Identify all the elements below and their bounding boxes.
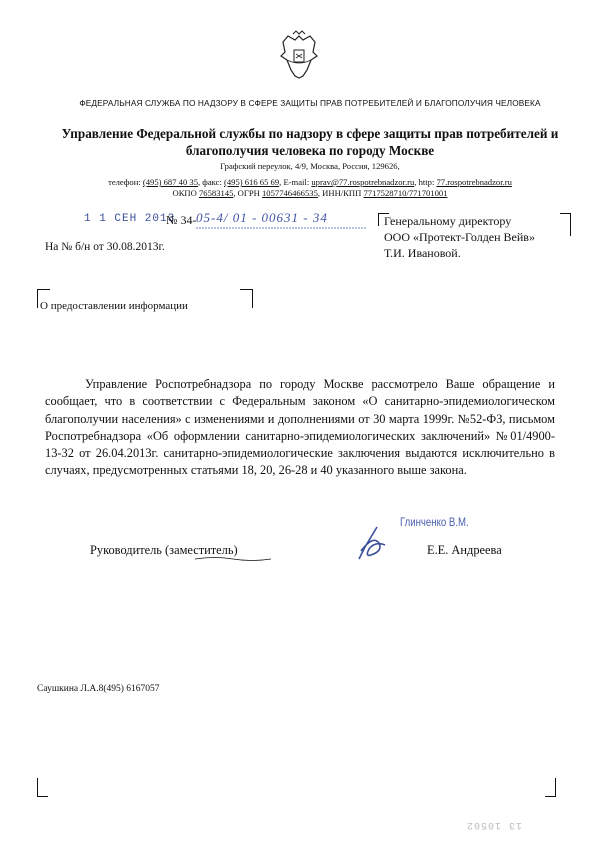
website-link[interactable]: 77.rospotrebnadzor.ru (436, 177, 512, 187)
reply-reference: На № б/н от 30.08.2013г. (45, 241, 165, 253)
fax-link[interactable]: (495) 616 65 69 (224, 177, 280, 187)
inn-value: 7717528710/771701001 (363, 188, 448, 198)
phone-link[interactable]: (495) 687 40 35 (142, 177, 198, 187)
signatory-role: Руководитель (заместитель) (90, 543, 238, 557)
registration-number-handwritten: 05-4/ 01 - 00631 - 34 (196, 210, 328, 225)
coat-of-arms-emblem (277, 30, 321, 82)
registration-number-label: № 34- (166, 213, 197, 227)
subject-corner-right (240, 289, 253, 308)
email-link[interactable]: uprav@77.rospotrebnadzor.ru (311, 177, 415, 187)
page-corner-bottom-left (37, 778, 48, 797)
footer-serial-number: 13 10502 (466, 819, 523, 830)
registration-underline (196, 226, 366, 230)
signatory-name: Е.Е. Андреева (427, 543, 502, 557)
date-stamp: 1 1 СЕН 2013 (84, 213, 176, 225)
recipient-block: Генеральному директору ООО «Протект-Голден Вейв» Т.И. Ивановой. (384, 214, 535, 260)
ogrn-value: 1057746466535 (262, 188, 318, 198)
okpo-value: 76583145 (199, 188, 234, 198)
page-corner-bottom-right (545, 778, 556, 797)
department-title: Управление Федеральной службы по надзору в сфере защиты прав потребителей и благополучия человека по городу Москве (61, 126, 559, 158)
agency-name: ФЕДЕРАЛЬНАЯ СЛУЖБА ПО НАДЗОРУ В СФЕРЕ ЗАЩИТЫ ПРАВ ПОТРЕБИТЕЛЕЙ И БЛАГОПОЛУЧИЯ ЧЕЛОВЕКА (79, 98, 541, 108)
handwritten-signature (355, 525, 389, 565)
recipient-corner-right (560, 213, 571, 236)
signature-stamp: Глинченко В.М. (400, 515, 469, 529)
executor-contact: Саушкина Л.А.8(495) 6167057 (37, 684, 160, 694)
address: Графский переулок, 4/9, Москва, Россия, 129626, (220, 161, 400, 171)
subject-line: О предоставлении информации (40, 300, 188, 312)
contacts: телефон: (495) 687 40 35, факс: (495) 616 65 69, E-mail: uprav@77.rospotrebnadzor.ru, http: 77.rospotrebnadzor.ru ОКПО 76583145, ОГРН 1057746466535, ИНН/КПП 7717528710/771701001 (108, 177, 512, 198)
letter-body: Управление Роспотребнадзора по городу Москве рассмотрело Ваше обращение и сообщает, что в соответствии с Федеральным законом «О санитарно-эпидемиологическом благополучии населения» с изменениями и дополнениями от 30 марта 1999г. №52-ФЗ, письмом Роспотребнадзора «Об оформлении санитарно-эпидемиологических заключений» №01/4900-13-32 от 26.04.2013г. санитарно-эпидемиологические заключения выдаются исключительно в случаях, предусмотренных статьями 18, 20, 26-28 и 40 указанного выше закона. (45, 377, 555, 478)
role-underline (195, 556, 271, 562)
